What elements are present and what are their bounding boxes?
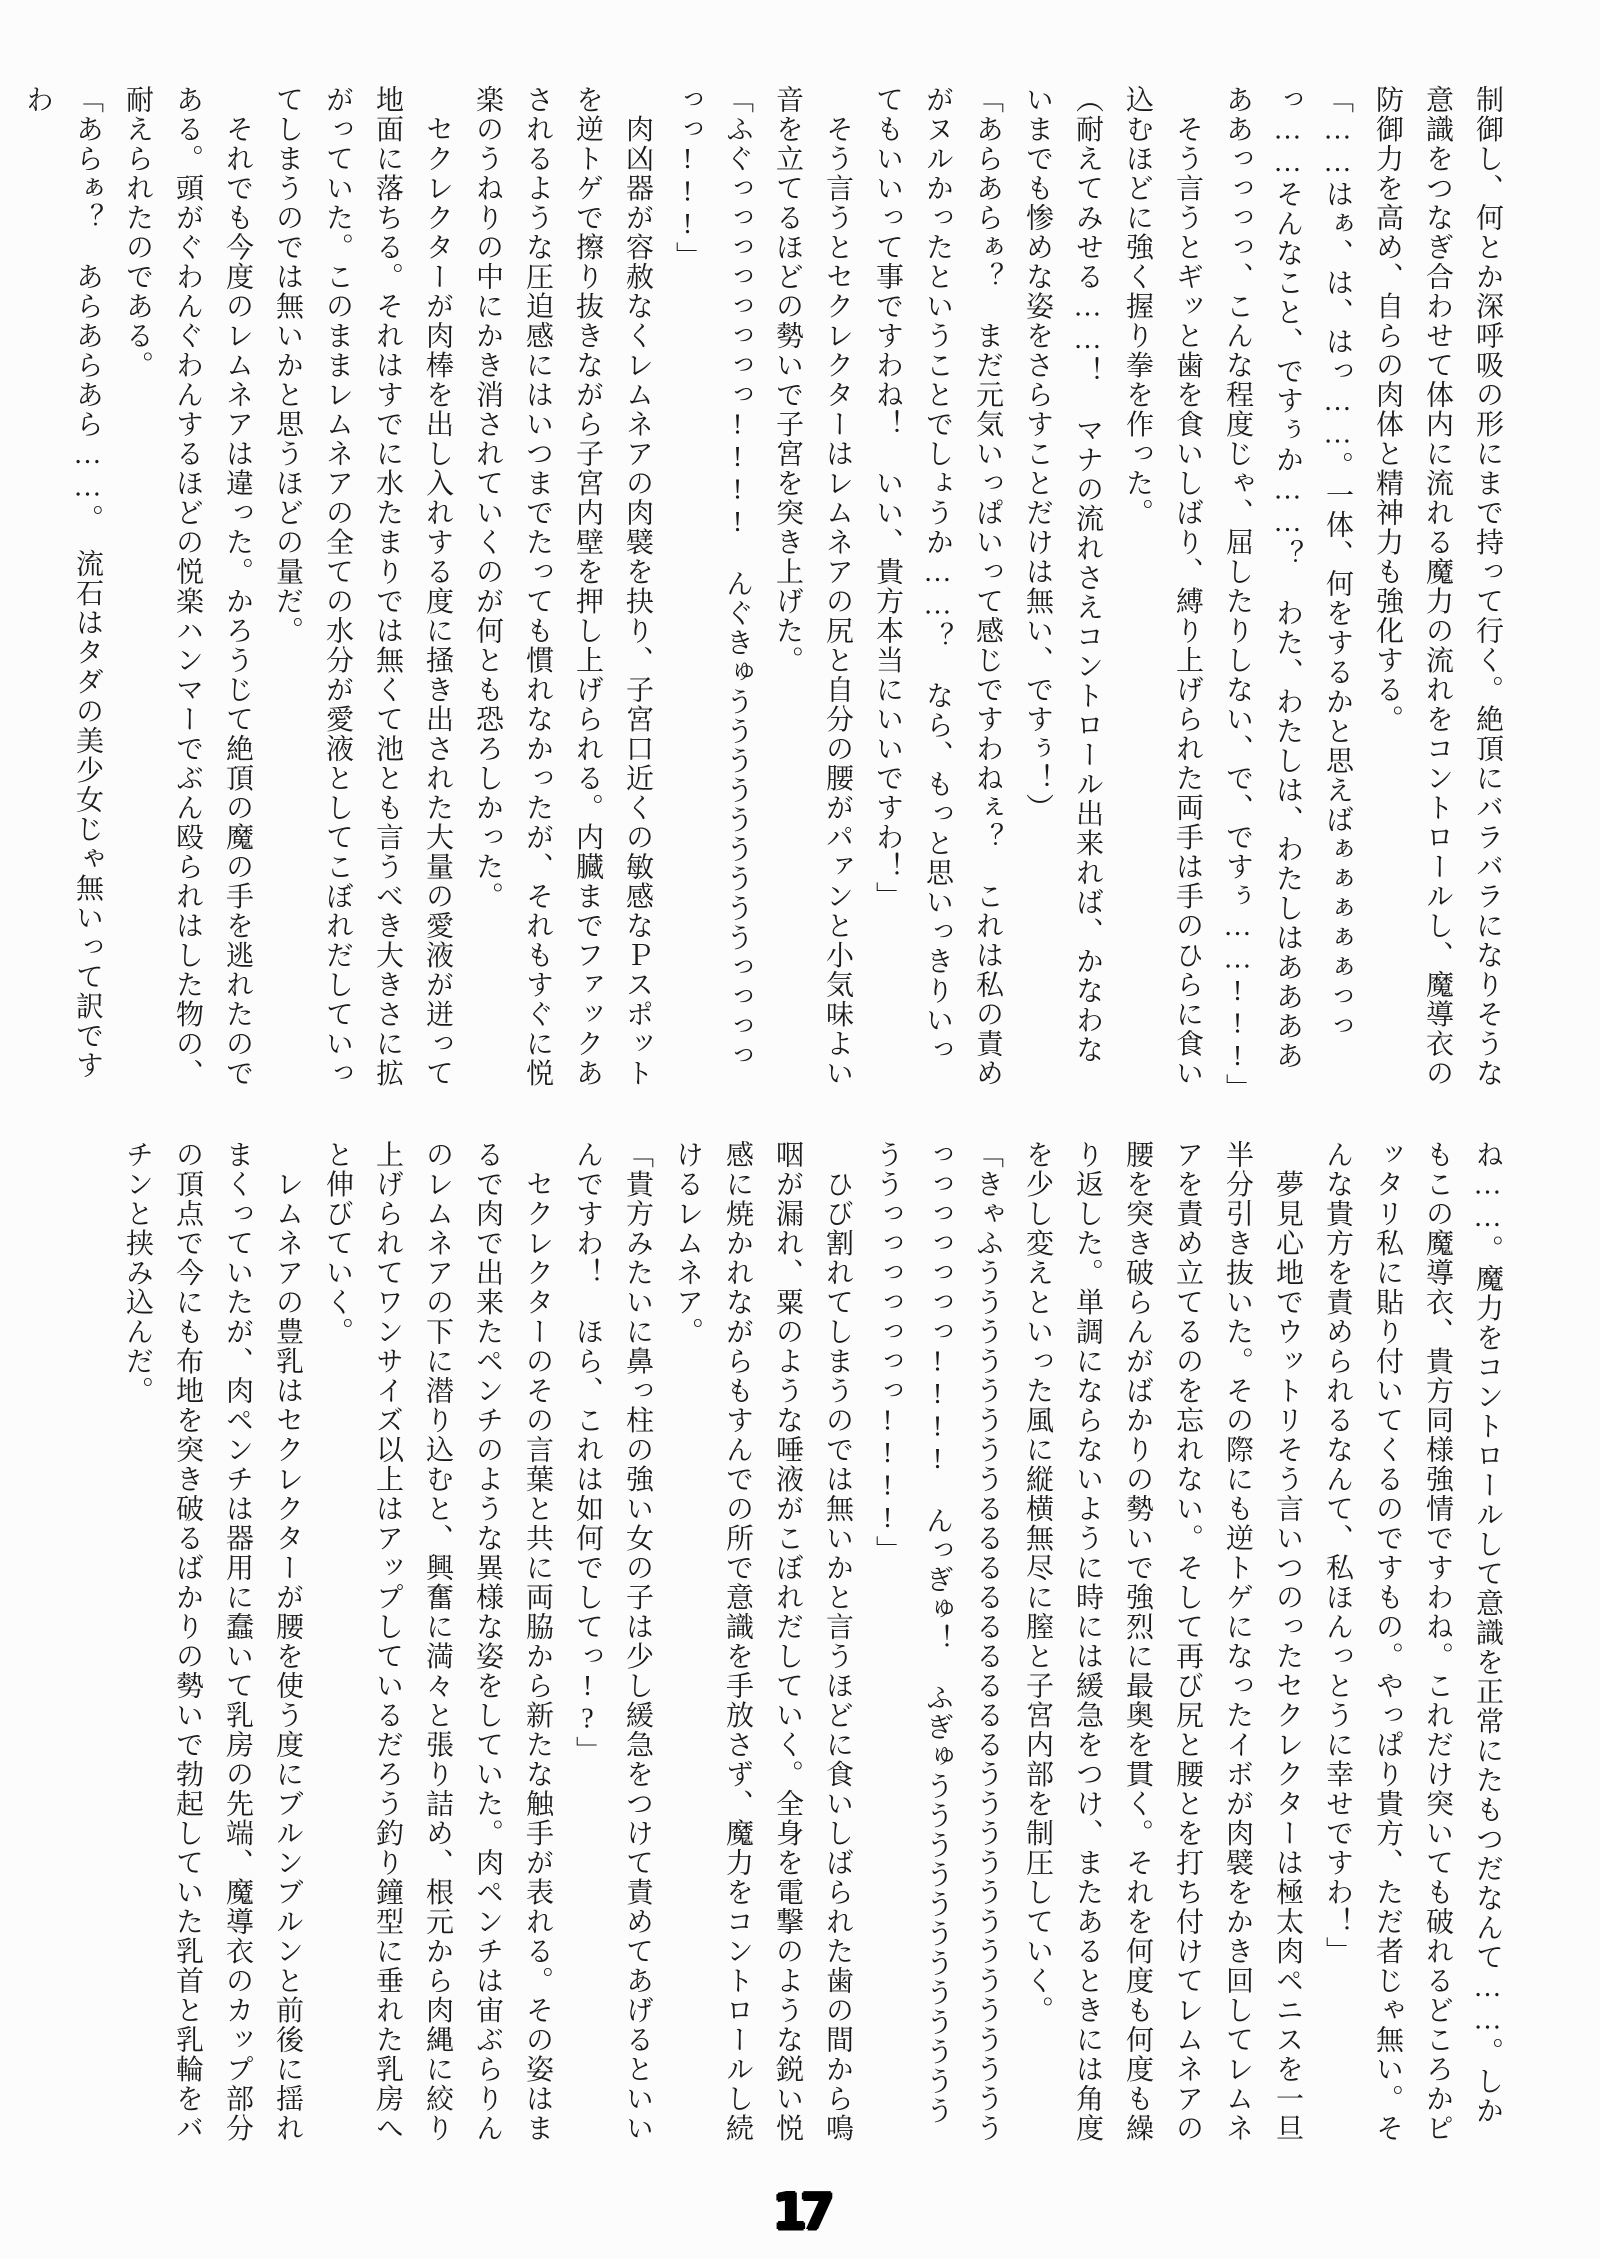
paragraph: 肉凶器が容赦なくレムネアの肉襞を抉り、子宮口近くの敏感なＰスポットを逆トゲで擦り抜きながら子宮内壁を押し上げられる。内臓までファックあされるような圧迫感にはいつまでたっても慣れなかったが、それもすぐに悦楽のうねりの中にかき消されていくのが何とも恐ろしかった。 bbox=[472, 85, 653, 1088]
paragraph: そう言うとセクレクターはレムネアの尻と自分の腰がパァンと小気味よい音を立てるほどの勢いで子宮を突き上げた。 bbox=[772, 85, 853, 1088]
paragraph: レムネアの豊乳はセクレクターが腰を使う度にブルンブルンと前後に揺れまくっていたが、肉ペンチは器用に蠢いて乳房の先端、魔導衣のカップ部分の頂点で今にも布地を突き破るばかりの勢いで勃起していた乳首と乳輪をバチンと挟み込んだ。 bbox=[122, 1140, 303, 2143]
paragraph: 「ふぐっっっっっっっっ!!!! んぐきゅうううううううううっっっっっっ!!!」 bbox=[672, 85, 753, 1071]
paragraph: セクレクターのその言葉と共に両脇から新たな触手が表れる。その姿はまるで肉で出来たペンチのような異様な姿をしていた。肉ペンチは宙ぶらりんのレムネアの下に潜り込むと、興奮に満々と張り詰め、根元から肉縄に絞り上げられてワンサイズ以上はアップしているだろう釣り鐘型に垂れた乳房へと伸びていく。 bbox=[322, 1140, 553, 2143]
paragraph: 「……はぁ、は、はっ……。一体、何をするかと思えばぁぁぁぁぁっっっ……そんなこと、ですぅか……？ わた、わたしは、わたしはああああああっっっっ、こんな程度じゃ、屈したりしない、で、ですぅ……!!!」 bbox=[1222, 85, 1353, 1103]
paragraph: （耐えてみせる……！ マナの流れさえコントロール出来れば、かなわないまでも惨めな姿をさらすことだけは無い、ですぅ！） bbox=[1022, 85, 1103, 1065]
paragraph: 制御し、何とか深呼吸の形にまで持って行く。絶頂にバラバラになりそうな意識をつなぎ合わせて体内に流れる魔力の流れをコントロールし、魔導衣の防御力を高め、自らの肉体と精神力も強化する。 bbox=[1372, 85, 1503, 1088]
paragraph: セクレクターが肉棒を出し入れする度に掻き出された大量の愛液が迸って地面に落ちる。それはすでに水たまりでは無くて池とも言うべき大きさに拡がっていた。このままレムネアの全ての水分が愛液としてこぼれだしていってしまうのでは無いかと思うほどの量だ。 bbox=[272, 85, 453, 1088]
paragraph: ね……。魔力をコントロールして意識を正常にたもつだなんて……。しかもこの魔導衣、貴方同様強情ですわね。これだけ突いても破れるどころかピッタリ私に貼り付いてくるのですもの。やっぱり貴方、ただ者じゃ無い。そんな貴方を責められるなんて、私ほんっとうに幸せですわ！」 bbox=[1322, 1140, 1503, 2143]
paragraph: 「きゃふううううううううるるるるるるるるるうううううううううううううっっっっっっっ!!!! んっぎゅ！ ふぎゅううううううううううううううっっっっっっっ!!!!」 bbox=[872, 1140, 1003, 2143]
paragraph: それでも今度のレムネアは違った。かろうじて絶頂の魔の手を逃れたのである。頭がぐわんぐわんするほどの悦楽ハンマーでぶん殴られはした物の、耐えられたのである。 bbox=[122, 85, 253, 1088]
text-block-top bbox=[22, 85, 1512, 1103]
paragraph: 「あらぁ？ あらあらあら……。 流石はタダの美少女じゃ無いって訳ですわ bbox=[22, 85, 103, 1080]
page-number: 17 bbox=[772, 2183, 828, 2241]
text-block-bottom bbox=[110, 1140, 1512, 2148]
paragraph: そう言うとギッと歯を食いしばり、縛り上げられた両手は手のひらに食い込むほどに強く握り拳を作った。 bbox=[1122, 85, 1203, 1088]
paragraph: ひび割れてしまうのでは無いかと言うほどに食いしばられた歯の間から鳴咽が漏れ、粟のような唾液がこぼれだしていく。全身を電撃のような鋭い悦感に焼かれながらもすんでの所で意識を手放さず、魔力をコントロールし続けるレムネア。 bbox=[672, 1140, 853, 2143]
paragraph: 夢見心地でウットリそう言いつのったセクレクターは極太肉ペニスを一旦半分引き抜いた。その際にも逆トゲになったイボが肉襞をかき回してレムネアを責め立てるのを忘れない。そして再び尻と腰とを打ち付けてレムネアの腰を突き破らんがばかりの勢いで強烈に最奥を貫く。それを何度も何度も繰り返した。単調にならないように時には緩急をつけ、またあるときには角度を少し変えといった風に縦横無尽に膣と子宮内部を制圧していく。 bbox=[1022, 1140, 1303, 2143]
paragraph: 「あらあらぁ？ まだ元気いっぱいって感じですわねぇ？ これは私の責めがヌルかったということでしょうか……？ なら、もっと思いっきりいってもいいって事ですわね！ いい、貴方本当にいいですわ！」 bbox=[872, 85, 1003, 1088]
paragraph: 「貴方みたいに鼻っ柱の強い女の子は少し緩急をつけて責めてあげるといいんですわ！ ほら、これは如何でしてっ!?」 bbox=[572, 1140, 653, 2143]
